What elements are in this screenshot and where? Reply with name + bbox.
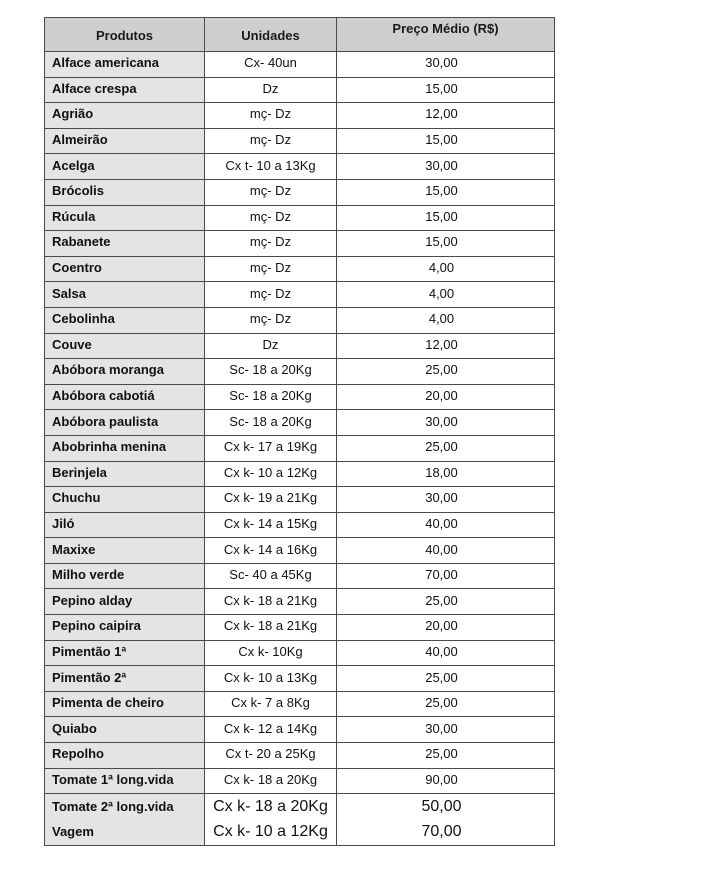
table-row — [45, 538, 554, 564]
header-preco-medio: Preço Médio (R$) — [392, 21, 499, 36]
product-name: Acelga — [45, 154, 205, 179]
product-name: Quiabo — [45, 717, 205, 742]
table-row — [45, 206, 554, 232]
price-value: 12,00 — [425, 336, 458, 352]
price-value: 40,00 — [425, 515, 458, 531]
table-row — [45, 769, 554, 795]
table-row — [45, 103, 554, 129]
unit-value: mç- Dz — [205, 231, 337, 256]
unit-value: Sc- 18 a 20Kg — [205, 359, 337, 384]
unit-value: Cx k- 10Kg — [205, 641, 337, 666]
price-value: 30,00 — [425, 490, 458, 506]
table-row — [45, 743, 554, 769]
unit-value: mç- Dz — [205, 308, 337, 333]
price-value: 25,00 — [425, 362, 458, 378]
unit-value: mç- Dz — [205, 282, 337, 307]
table-row — [45, 487, 554, 513]
product-name: Chuchu — [45, 487, 205, 512]
table-row — [45, 154, 554, 180]
unit-cell — [205, 794, 337, 845]
table-row — [45, 564, 554, 590]
product-name: Rabanete — [45, 231, 205, 256]
price-value: 15,00 — [425, 80, 458, 96]
price-value: 30,00 — [425, 55, 458, 71]
price-value: 15,00 — [425, 208, 458, 224]
product-name: Pimentão 1ª — [45, 641, 205, 666]
product-name: Jiló — [45, 513, 205, 538]
price-value: 90,00 — [425, 771, 458, 787]
table-row — [45, 513, 554, 539]
price-value: 15,00 — [425, 234, 458, 250]
product-name: Abóbora cabotiá — [45, 385, 205, 410]
unit-value: Cx k- 10 a 12Kg — [213, 823, 328, 841]
unit-value: Cx k- 18 a 20Kg — [213, 797, 328, 815]
product-name: Almeirão — [45, 129, 205, 154]
header-unidades: Unidades — [205, 18, 337, 51]
price-value: 4,00 — [428, 260, 455, 276]
product-name: Abóbora moranga — [45, 359, 205, 384]
price-value: 25,00 — [425, 695, 458, 711]
unit-value: Cx t- 10 a 13Kg — [205, 154, 337, 179]
product-name: Pimenta de cheiro — [45, 692, 205, 717]
unit-value: Sc- 18 a 20Kg — [205, 410, 337, 435]
product-name: Maxixe — [45, 538, 205, 563]
price-value: 25,00 — [425, 746, 458, 762]
unit-value: mç- Dz — [205, 103, 337, 128]
table-row-merged — [45, 794, 554, 845]
price-value: 15,00 — [425, 132, 458, 148]
product-name: Abobrinha menina — [45, 436, 205, 461]
product-name: Pimentão 2ª — [45, 666, 205, 691]
price-value: 20,00 — [425, 388, 458, 404]
price-value: 12,00 — [425, 106, 458, 122]
price-value: 30,00 — [425, 413, 458, 429]
product-name: Tomate 1ª long.vida — [45, 769, 205, 794]
unit-value: Cx k- 17 a 19Kg — [205, 436, 337, 461]
unit-value: Cx- 40un — [205, 52, 337, 77]
table-row — [45, 78, 554, 104]
unit-value: mç- Dz — [205, 180, 337, 205]
table-row — [45, 615, 554, 641]
price-value: 50,00 — [421, 797, 462, 815]
product-name: Alface americana — [45, 52, 205, 77]
product-name: Couve — [45, 334, 205, 359]
table-row — [45, 257, 554, 283]
unit-value: mç- Dz — [205, 206, 337, 231]
price-cell — [337, 794, 554, 845]
price-value: 4,00 — [428, 311, 455, 327]
price-value: 18,00 — [425, 464, 458, 480]
unit-value: Dz — [205, 78, 337, 103]
price-value: 70,00 — [425, 567, 458, 583]
product-name: Milho verde — [45, 564, 205, 589]
table-row — [45, 385, 554, 411]
unit-value: Cx k- 18 a 21Kg — [205, 615, 337, 640]
table-row — [45, 282, 554, 308]
price-value: 25,00 — [425, 439, 458, 455]
unit-value: mç- Dz — [205, 129, 337, 154]
product-name: Repolho — [45, 743, 205, 768]
price-value: 15,00 — [425, 183, 458, 199]
price-value: 30,00 — [425, 157, 458, 173]
table-row — [45, 692, 554, 718]
product-name: Berinjela — [45, 462, 205, 487]
table-row — [45, 589, 554, 615]
unit-value: Sc- 18 a 20Kg — [205, 385, 337, 410]
price-value: 40,00 — [425, 541, 458, 557]
price-value: 20,00 — [425, 618, 458, 634]
product-name: Coentro — [45, 257, 205, 282]
product-name: Pepino alday — [45, 589, 205, 614]
unit-value: Dz — [205, 334, 337, 359]
header-produtos: Produtos — [45, 18, 205, 51]
unit-value: Sc- 40 a 45Kg — [205, 564, 337, 589]
price-value: 70,00 — [421, 823, 462, 841]
table-row — [45, 410, 554, 436]
product-name: Agrião — [45, 103, 205, 128]
unit-value: Cx k- 12 a 14Kg — [205, 717, 337, 742]
unit-value: Cx k- 7 a 8Kg — [205, 692, 337, 717]
product-name: Rúcula — [45, 206, 205, 231]
table-row — [45, 666, 554, 692]
unit-value: Cx k- 14 a 15Kg — [205, 513, 337, 538]
table-body — [45, 52, 554, 794]
product-name: Alface crespa — [45, 78, 205, 103]
price-value: 30,00 — [425, 720, 458, 736]
table-row — [45, 180, 554, 206]
price-table — [44, 17, 555, 846]
table-row — [45, 717, 554, 743]
table-header — [45, 17, 554, 52]
table-row — [45, 359, 554, 385]
table-row — [45, 436, 554, 462]
unit-value: Cx k- 18 a 21Kg — [205, 589, 337, 614]
table-row — [45, 52, 554, 78]
product-name: Vagem — [52, 824, 94, 840]
product-name: Pepino caipira — [45, 615, 205, 640]
unit-value: Cx k- 10 a 12Kg — [205, 462, 337, 487]
product-cell — [45, 794, 205, 845]
table-row — [45, 334, 554, 360]
unit-value: mç- Dz — [205, 257, 337, 282]
product-name: Cebolinha — [45, 308, 205, 333]
price-value: 4,00 — [428, 285, 455, 301]
unit-value: Cx k- 14 a 16Kg — [205, 538, 337, 563]
unit-value: Cx t- 20 a 25Kg — [205, 743, 337, 768]
price-value: 25,00 — [425, 669, 458, 685]
product-name: Abóbora paulista — [45, 410, 205, 435]
table-row — [45, 462, 554, 488]
unit-value: Cx k- 10 a 13Kg — [205, 666, 337, 691]
unit-value: Cx k- 19 a 21Kg — [205, 487, 337, 512]
product-name: Salsa — [45, 282, 205, 307]
product-name: Tomate 2ª long.vida — [52, 798, 174, 814]
unit-value: Cx k- 18 a 20Kg — [205, 769, 337, 794]
table-row — [45, 308, 554, 334]
table-row — [45, 641, 554, 667]
product-name: Brócolis — [45, 180, 205, 205]
table-row — [45, 129, 554, 155]
table-row — [45, 231, 554, 257]
price-value: 25,00 — [425, 592, 458, 608]
price-value: 40,00 — [425, 643, 458, 659]
